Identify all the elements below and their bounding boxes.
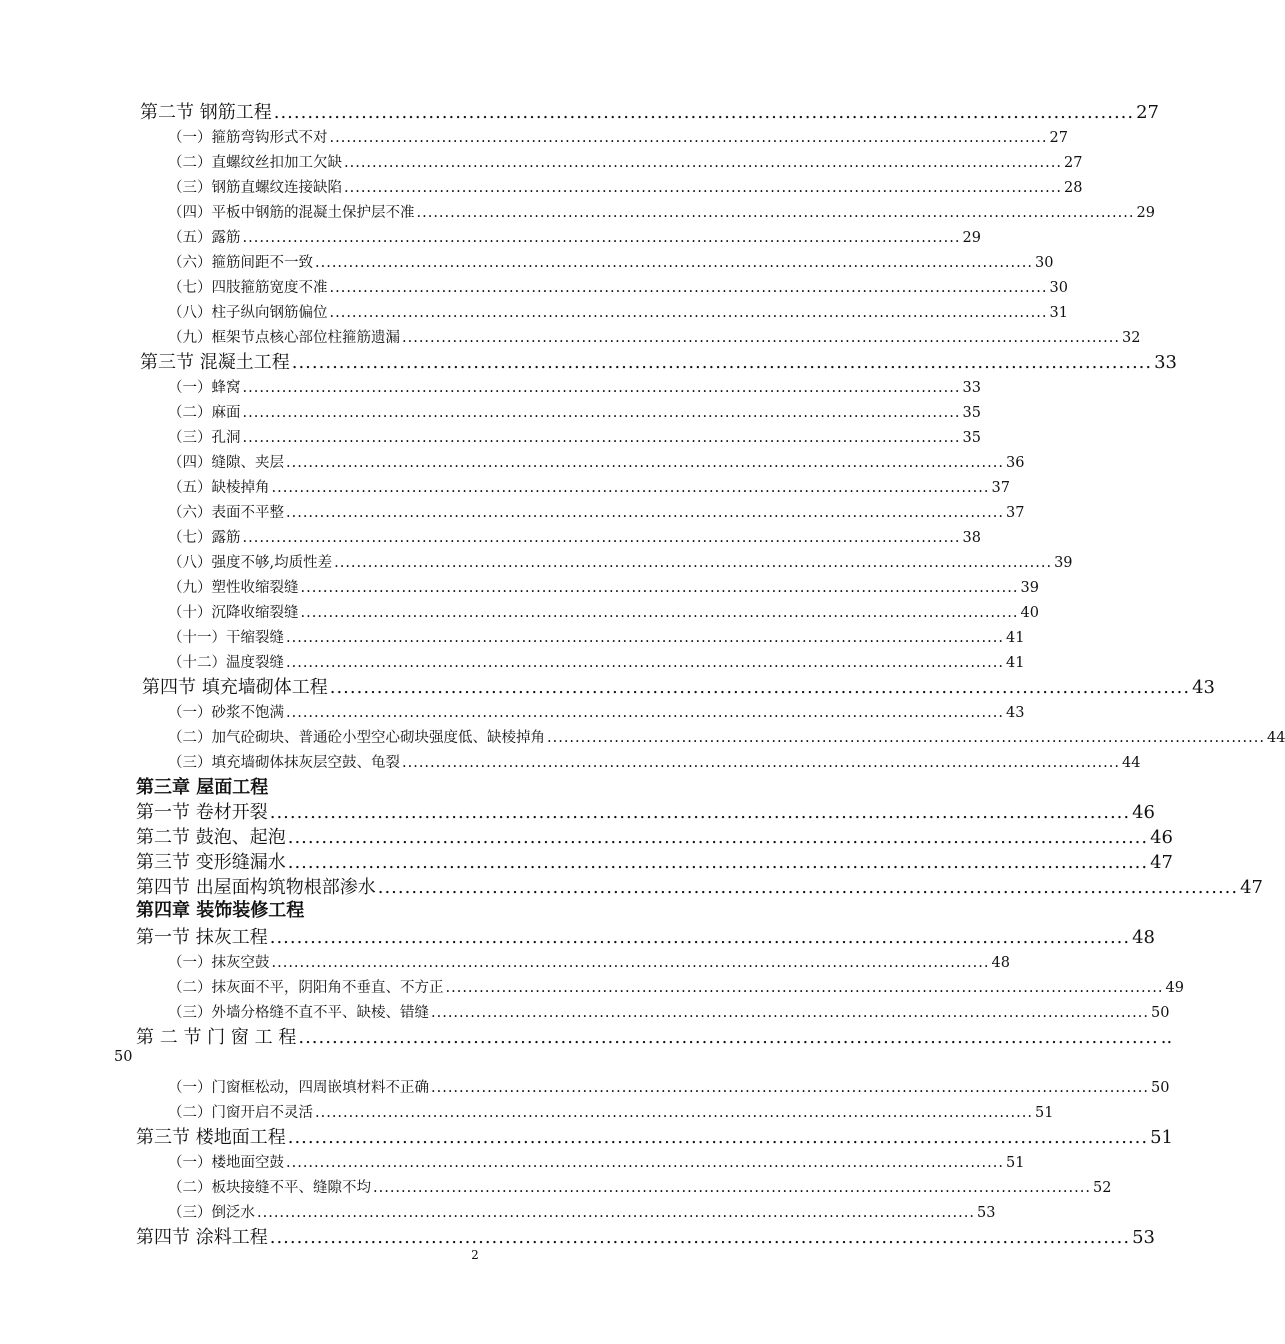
toc-entry[interactable]: （七）露筋 ................................................................................................................................ 38 xyxy=(168,530,981,546)
toc-entry[interactable]: （十二）温度裂缝 ................................................................................................................................ 41 xyxy=(168,655,1025,671)
toc-section-heading[interactable]: 第二节 鼓泡、起泡 ................................................................................................................................ 46 xyxy=(136,827,1174,848)
toc-entry[interactable]: （二）加气砼砌块、普通砼小型空心砌块强度低、缺棱掉角 ................................................................................................................................ 44 xyxy=(168,730,1285,746)
toc-entry[interactable]: （五）露筋 ................................................................................................................................ 29 xyxy=(168,230,981,246)
toc-section-heading[interactable]: 第三节 楼地面工程 ................................................................................................................................ 51 xyxy=(136,1127,1174,1148)
toc-entry[interactable]: （二）抹灰面不平，阴阳角不垂直、不方正 ................................................................................................................................ 49 xyxy=(168,980,1184,996)
toc-entry[interactable]: （八）柱子纵向钢筋偏位 ................................................................................................................................ 31 xyxy=(168,305,1068,321)
toc-entry[interactable]: （一）门窗框松动，四周嵌填材料不正确 ................................................................................................................................ 50 xyxy=(168,1080,1170,1096)
toc-entry[interactable]: （二）麻面 ................................................................................................................................ 35 xyxy=(168,405,981,421)
toc-entry[interactable]: （九）框架节点核心部位柱箍筋遗漏 ................................................................................................................................ 32 xyxy=(168,330,1141,346)
toc-entry[interactable]: （十）沉降收缩裂缝 ................................................................................................................................ 40 xyxy=(168,605,1039,621)
toc-entry[interactable]: （三）外墙分格缝不直不平、缺棱、错缝 ................................................................................................................................ 50 xyxy=(168,1005,1170,1021)
toc-entry[interactable]: （四）缝隙、夹层 ................................................................................................................................ 36 xyxy=(168,455,1025,471)
toc-entry[interactable]: （四）平板中钢筋的混凝土保护层不准 ................................................................................................................................ 29 xyxy=(168,205,1155,221)
toc-entry[interactable]: （一）砂浆不饱满 ................................................................................................................................ 43 xyxy=(168,705,1025,721)
toc-entry[interactable]: （六）箍筋间距不一致 ................................................................................................................................ 30 xyxy=(168,255,1054,271)
toc-entry[interactable]: （三）填充墙砌体抹灰层空鼓、龟裂 ................................................................................................................................ 44 xyxy=(168,755,1141,771)
toc-entry[interactable]: （三）孔洞 ................................................................................................................................ 35 xyxy=(168,430,981,446)
toc-section-heading[interactable]: 第三节 混凝土工程 ................................................................................................................................ 33 xyxy=(140,352,1178,373)
toc-entry[interactable]: （十一）干缩裂缝 ................................................................................................................................ 41 xyxy=(168,630,1025,646)
toc-section-heading[interactable]: 第四节 出屋面构筑物根部渗水 ................................................................................................................................ 47 xyxy=(136,877,1264,898)
toc-entry[interactable]: （二）直螺纹丝扣加工欠缺 ................................................................................................................................ 27 xyxy=(168,155,1083,171)
chapter-heading[interactable]: 第三章 屋面工程 xyxy=(136,777,269,798)
toc-entry[interactable]: （三）钢筋直螺纹连接缺陷 ................................................................................................................................ 28 xyxy=(168,180,1083,196)
chapter-heading[interactable]: 第四章 装饰装修工程 xyxy=(136,900,305,921)
toc-section-heading[interactable]: 第一节 抹灰工程 ................................................................................................................................ 48 xyxy=(136,927,1156,948)
toc-section-heading[interactable]: 第四节 涂料工程 ................................................................................................................................ 53 xyxy=(136,1227,1156,1248)
toc-entry[interactable]: （一）箍筋弯钩形式不对 ................................................................................................................................ 27 xyxy=(168,130,1068,146)
toc-entry[interactable]: （一）楼地面空鼓 ................................................................................................................................ 51 xyxy=(168,1155,1025,1171)
page-number: 2 xyxy=(471,1248,479,1262)
toc-entry[interactable]: （二）门窗开启不灵活 ................................................................................................................................ 51 xyxy=(168,1105,1054,1121)
toc-entry[interactable]: （一）蜂窝 ................................................................................................................................ 33 xyxy=(168,380,981,396)
toc-section-heading[interactable]: 第一节 卷材开裂 ................................................................................................................................ 46 xyxy=(136,802,1156,823)
toc-entry[interactable]: （八）强度不够,均质性差 ................................................................................................................................ 39 xyxy=(168,555,1073,571)
toc-section-heading[interactable]: 第 二 节 门 窗 工 程 ................................................................................................................................ .. xyxy=(136,1027,1173,1048)
toc-wrapped-page-number: 50 xyxy=(114,1049,133,1065)
toc-entry[interactable]: （二）板块接缝不平、缝隙不均 ................................................................................................................................ 52 xyxy=(168,1180,1112,1196)
toc-entry[interactable]: （一）抹灰空鼓 ................................................................................................................................ 48 xyxy=(168,955,1010,971)
toc-entry[interactable]: （五）缺棱掉角 ................................................................................................................................ 37 xyxy=(168,480,1010,496)
toc-section-heading[interactable]: 第四节 填充墙砌体工程 ................................................................................................................................ 43 xyxy=(142,677,1216,698)
toc-entry[interactable]: （九）塑性收缩裂缝 ................................................................................................................................ 39 xyxy=(168,580,1039,596)
toc-section-heading[interactable]: 第三节 变形缝漏水 ................................................................................................................................ 47 xyxy=(136,852,1174,873)
toc-entry[interactable]: （七）四肢箍筋宽度不准 ................................................................................................................................ 30 xyxy=(168,280,1068,296)
toc-section-heading[interactable]: 第二节 钢筋工程 ................................................................................................................................ 27 xyxy=(140,102,1160,123)
toc-entry[interactable]: （六）表面不平整 ................................................................................................................................ 37 xyxy=(168,505,1025,521)
toc-entry[interactable]: （三）倒泛水 ................................................................................................................................ 53 xyxy=(168,1205,996,1221)
